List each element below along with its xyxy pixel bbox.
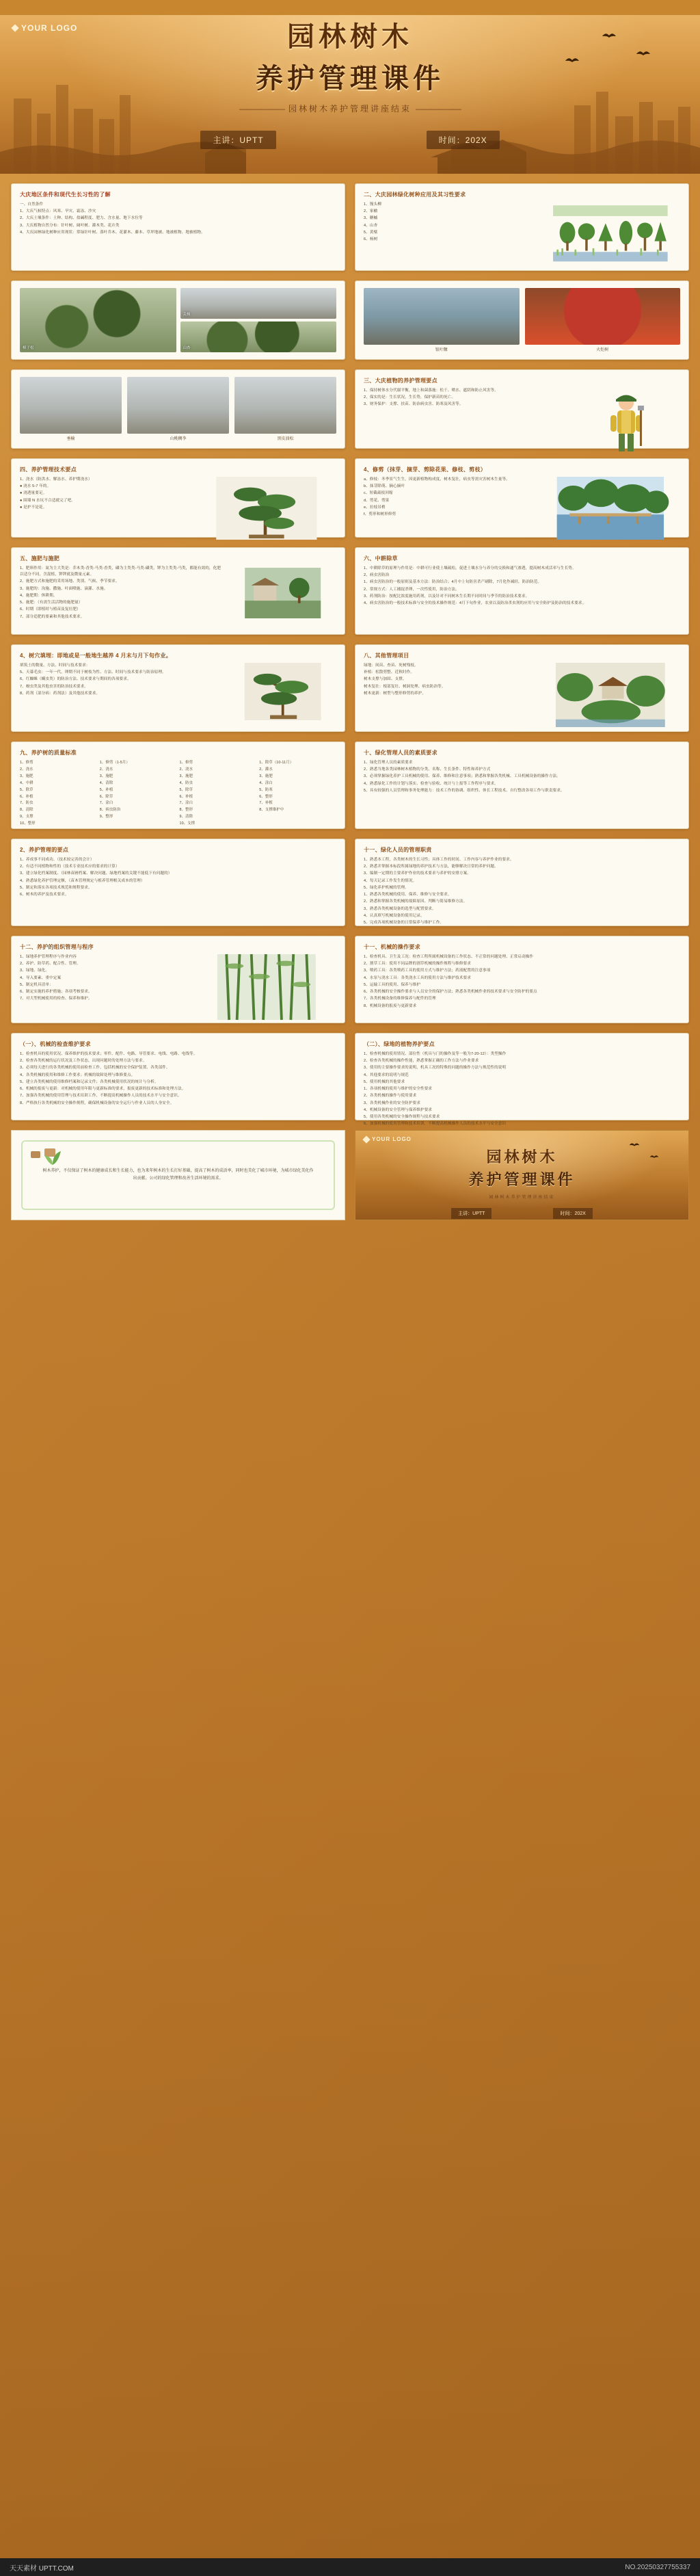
footer-site-name: 天天素材 UPTT.COM [10,2564,74,2573]
photo [20,377,122,434]
bullet: 2、养护、防草药、配合性、管理。 [20,962,81,967]
bullet: 4、每天记录工作发生的情况。 [364,878,417,883]
bullet: 3、施肥 [99,774,113,778]
photo [525,288,681,345]
bullet: 10、支撑 [179,822,196,826]
tree-row-illustration [541,202,680,267]
bullet: 填筑土的数量、方法、时间与技术要求： [20,663,90,668]
bullet: 6、各类机械的安全操作要求与人员安全的保护方法；熟悉各类机械作业的技术要求与安全防护的要点 [364,990,537,995]
end-cover-title-line-1: 园林树木 [486,1148,558,1166]
slide-thumbnail[interactable] [355,280,689,360]
bullet: 1、熟悉各类机械的使用、保养、维修与安全要求。 [364,893,452,897]
slide-title: 4、修剪（抹芽、摘芽、剪除花果、修枝、剪枝） [364,466,487,473]
bullet: 6、补植 [20,794,33,799]
slide-thumbnail[interactable] [355,458,689,538]
bullet: 3、大庆植物自然分布：针叶树、阔叶树、灌木类、花卉类 [20,223,120,228]
bullet: 一、自然条件 [20,202,44,207]
bullet: 3、各类机械作业的安全防护要求 [364,1101,420,1105]
bullet: 6、制定实施的养护措施；各项考核要求。 [20,990,92,995]
garden-pavilion-photo [541,663,680,727]
photo-caption: 樟子松 [23,346,34,350]
quality-standard-columns [20,760,336,828]
column-1 [20,760,97,828]
bullet: 绿地：间苗、查苗、死树残枝。 [364,663,418,668]
bullet: 4、防虫 [179,780,193,785]
cover-title-line-1: 园林树木 [287,22,413,52]
bullet: 3、建立绿化档案制度、（园林苗圃档案、解决问题、绿地档案的关键不能低下有问题的） [20,871,172,876]
bullet: 3、必须掌握绿化养护工具机械的使用、保养、维修和注意事项；熟悉和掌握各类机械、工具机械设备的操作方法。 [364,774,561,779]
bullet: 4、认真填写机械设备的使用记录。 [364,913,425,918]
bullet: 1、馒头柳 [364,202,381,207]
slide-bullet-list [364,202,535,243]
closing-message-text: 树木养护，不仅保证了树木的健康成长和生长能力，也为来年树木的生长打好基础，提高了树木的成活率，同时也美化了城市环境，为城市绿化美化作出贡献。公司的绿化管理和改善生活环境的需求。 [42,1168,314,1181]
slide-bullet-list [364,388,567,408]
bullet: 8、病虫防治 [99,808,121,813]
slide-bullet-list [20,954,191,1003]
bullet: 4、熟悉绿化养护管理定额，（苗木管理规定与植养管理相关成本的管理） [20,878,145,883]
slide-title: 十二、养护的组织管理与程序 [20,944,94,950]
bullet: 6、整形 [259,794,273,799]
bullet: 4、熟悉绿化工作的计划与落实、检查与验收、统计与上报等工作程序与要求。 [364,781,498,786]
bullet: 3、使用的主要操作要求的说明，机具工况的特殊的问题的操作方法与规范性的说明 [364,1066,507,1070]
pine-bonsai-photo [197,477,336,540]
bullet: 补植：松散剪整、近秋时作。 [364,670,415,675]
slide-thumbnail[interactable] [11,547,345,635]
bullet: 3、施肥的：沟施、撒施、叶面喷施、滴灌、水施。 [20,586,108,591]
bullet: 1、中耕除草的原理与作用是：中耕可行业使土壤疏松，促进土壤水分与养分的交换和通气渗透，提高树木成活率与生长势。 [364,566,576,570]
bullet: 4、山杏 [364,223,378,228]
photo [364,288,520,345]
bullet: 4、涂白 [259,780,273,785]
cover-title-line-2: 养护管理课件 [256,64,444,94]
slide-bullet-list [364,857,680,926]
slide-bullet-list [364,760,680,794]
bamboo-photo [197,954,336,1020]
slide-title: 四、养护管理技术要点 [20,466,77,473]
bullet: 2、浇水 [179,767,193,772]
bullet: 2、大庆土壤条件：土种、结构、盐碱程度、肥力、含水量、地下水位等 [20,216,143,221]
bullet: 1、修剪（1-5月） [99,761,130,765]
bullet: 5、使用机械的其他要求 [364,1079,405,1084]
bullet: 5、绿化养护机械的管理。 [364,885,409,890]
bullet: 7、涂白 [179,801,193,806]
slide-bullet-list [364,1051,680,1127]
bullet: 8、支撑维护中 [259,808,284,813]
bullet: 10、整形 [20,822,36,826]
bullet: 5、运输工具的使用、保养与维护 [364,982,420,987]
bullet: 3、熟悉各类机械设备的选型与配置要求。 [364,906,436,911]
bullet: 7、加强各类机械的使用管理与技术培训工作，不断提高机械操作人员的技术水平与安全意识。 [20,1094,182,1099]
bullet: 5、天幕毛虫：一年一代，卵期不同于树枝为性、方法、时间与技术要求与防治原理。 [20,670,166,675]
bullet: 5、除草 [20,787,33,792]
slide-title: 五、施肥与施肥 [20,555,60,562]
bullet: b、抹芽除萌、摘心摘叶 [364,484,405,489]
bullet: 9、清除 [179,815,193,819]
bullet: 2、浇水 [20,767,33,772]
bullet: 2、灌水 [259,767,273,772]
bullet: 4、清除 [99,780,113,785]
bullet: 树木更新：树型与整形修剪的养护。 [364,691,427,696]
bullet: 6、红蜘蛛（螨虫类）的防治方法、技术要求与期间的各项要求。 [20,677,131,682]
bullet: 2、病虫害防治 [364,573,390,578]
bullet: ● 浇透量要足。 [20,491,47,496]
slide-thumbnail[interactable] [355,644,689,732]
slide-thumbnail[interactable] [11,741,345,829]
bullet: ● 围墙 N 水坑不合适就完了吧。 [20,498,75,503]
cover-time: 时间：202X [427,131,500,149]
photo [180,321,337,352]
bullet: 7、防虫 [20,801,33,806]
slide-thumbnail[interactable] [355,741,689,829]
bullet: 7、各类机械设备的维修保养与配件的管理 [364,997,436,1001]
bullet: 4、中耕 [20,780,33,785]
bullet: 1、绿地养护管理程序与作业内容 [20,955,77,959]
slide-thumbnail[interactable] [355,547,689,635]
slide-grid [0,174,700,1220]
bullet: 树木复壮：根部复壮、树洞处理、病虫防治等。 [364,684,446,689]
slide-title: 十一、绿化人员的管理职责 [364,847,432,853]
photo-caption: 黑皮油松 [277,437,294,441]
slide-title: 二、大庆园林绿化树种应用及其习性要求 [364,192,466,198]
bullet: 4、其他要求的说明与规范 [364,1073,409,1077]
cover-slide [0,15,700,174]
seedling-icon [24,1142,65,1169]
bullet: 3、施肥 [259,774,273,778]
bullet: 3、必须每天进行的各类机械的使用前检查工作，包括机械的安全保护装置、各类部件。 [20,1066,170,1070]
bullet: 2、家榆 [364,209,378,214]
bullet: 3、施肥 [20,774,33,778]
slide-thumbnail[interactable] [11,183,345,271]
bullet: 2、检查各类机械的操作性能，熟悉掌握正确的工作方法与作业要求 [364,1059,479,1064]
slide-bullet-list [20,202,336,236]
bullet: f、剪形和树形修剪 [364,512,396,517]
bullet: 1、检查机具的使用状况、保养维护的技术要求；零件、配件、电路、导管要求、电线、电路、电线等。 [20,1052,198,1056]
bullet: 1、检查机具、卫生及工况：检查工程所属机械设备的工作状态、不正常的问题处理、正常启动操作 [364,955,534,959]
cover-subtitle: 园林树木养护管理讲座结束 [288,104,412,114]
bullet: ● 是护不是花。 [20,505,47,510]
bullet: 1、各项机械的使用与维护的安全性要求 [364,1087,433,1092]
bullet: 1、病虫害防治的一般原则及基本方法：防治结合；4月中上旬防害杀产刷除，7月化作减轻，防治防范。 [364,580,542,585]
slide-thumbnail[interactable] [11,369,345,449]
slide-thumbnail[interactable] [11,1033,345,1120]
bullet: 1、肥料作用：氮为主大类是：乔木类-香类-马类-香类，磷为主类类-马类-磷类，钾为主类类-马类，都能有效的，化肥以适分不同，含混植，钾钾就及微量元素。 [20,566,221,577]
slide-thumbnail[interactable] [11,644,345,732]
column-2 [100,760,177,828]
end-cover-slide[interactable] [355,1130,689,1220]
column-3 [180,760,257,828]
bullet: 5、建立各类机械的使用维修档案和记录文件；各类机械使用状况的统计与分析。 [20,1079,159,1084]
bullet: 6、杨树 [364,237,378,242]
bullet: 4、各类机械的使用和维修工作要求；机械的故障处理与维修要点。 [20,1073,135,1077]
bullet: 2、施肥方式和施肥的采用场地、类别、气候、季节要求。 [20,579,120,584]
bullet: 2、浇水 [99,767,113,772]
slide-bullet-list [364,477,535,518]
bullet: 1、修剪 [20,761,33,765]
bullet: 6、树木的养护及技术要求。 [20,893,69,897]
bullet: 3、绿地、绿化。 [20,969,50,973]
photo-caption: 火炬树 [596,348,609,352]
bullet: 4、施肥期：休耕期。 [20,593,57,598]
bullet: 2、检查各类机械的运行状况及工作状态，出现问题时的处理方法与要求。 [20,1059,147,1064]
slide-title: （二）、绿地的植物养护要点 [364,1041,435,1047]
slide-thumbnail[interactable] [11,458,345,538]
park-photo [229,566,336,621]
photo [180,288,337,319]
column-4 [259,760,336,828]
bullet: 7、蚜虫类及其他虫害的防治技术要求。 [20,684,89,689]
bullet: 2、保实的是：生长状况，生长势，保护新苗的死亡。 [364,395,456,400]
bullet: 1、浇水（防洪水、解冻水、养护期浇水） [20,477,92,482]
bullet: 5、黄檗 [364,230,378,235]
bullet: 树木支撑与加固、支撑。 [364,677,407,682]
bullet: 1、熟悉本工程，各类树木的生长习性；具体工作的时间、工作内容与养护作业的要求。 [364,858,514,862]
slide-bullet-list [364,663,535,697]
bullet: 2、熟悉当地各类园林树木植物的分类、名称、生长条件、特性和养护方式 [364,767,491,772]
bullet: 1、大庆气候特点：风寒、旱灾、霜冻、沙灾 [20,209,96,214]
slide-thumbnail[interactable] [355,369,689,449]
bullet: c、短截疏枝回缩 [364,491,393,496]
slide-title: 八、其他管理项目 [364,653,409,659]
bullet: a、修枝：冬季景气生生，因更新植物构成度，树木复壮，病虫等需灾害树木生量等。 [364,477,510,482]
end-cover-speaker: 主讲：UPTT [451,1208,492,1219]
slide-bullet-list [20,663,224,697]
photo-caption: 垂榆 [66,437,75,441]
end-cover-title-line-2: 养护管理课件 [468,1171,576,1188]
bullet: 7、涂白 [99,801,113,806]
bullet: 1、绿化管理人员的素质要求 [364,761,413,765]
slide-title: （一）、机械的检查维护要求 [20,1041,91,1047]
bullet: 5、完成各项机械设备的日常保养与维护工作。 [364,920,444,925]
bullet: 3、财务保护：支撑、扶苗、防治病虫害、防寒及风害等。 [364,402,463,407]
photo [20,288,176,352]
end-cover-subtitle: 园林树木养护管理讲座结束 [489,1196,555,1200]
bullet: 8、清除 [20,808,33,813]
bullet: 5、使用各类机械的安全操作规程与技术要求 [364,1114,440,1119]
bullet: 1、修剪 [179,761,193,765]
bullet: 9、支撑 [20,815,33,819]
bullet: 2、熟悉并掌握本标段所属绿地的养护技术与方法，能够解决日常的养护问题。 [364,865,498,869]
slide-thumbnail[interactable] [11,839,345,926]
slide-title: 三、大庆植物的养护管理要点 [364,378,438,384]
bullet: 3、喷药工具：各类喷药工具的使用方式与维护方法；药液配置的注意事项 [364,969,491,973]
bullet: 4、大庆园林绿化树种应用现状：常绿针叶树、落叶乔木、花灌木、藤本、草坪地被、地被植物、地被植物。 [20,230,205,235]
bullet: 2、熟悉和掌握各类机械的故障原因、判断与简易维修方法。 [364,899,468,904]
slide-bullet-list [364,954,680,1010]
slide-title: 十一、机械的操作要求 [364,944,420,950]
bullet: 2、割草工具：使用不同品牌的割草机械的操作规程与维修要求 [364,962,471,967]
bullet: 7、部分追肥的要素和其他技术要求。 [20,614,85,619]
slide-bullet-list [20,566,224,620]
end-cover-time: 时间：202X [553,1208,592,1219]
slide-title: 九、养护树的质量标准 [20,750,77,756]
bullet: 3、施肥 [179,774,193,778]
bullet: 1、保持树体水分代谢平衡，地上和菌落施：松干、喷水、遮阴和防止风害等。 [364,389,498,393]
bullet: 7、补植 [259,801,273,806]
slide-bullet-list [20,857,336,898]
footer-asset-number: NO.20250327755337 [625,2563,690,2571]
slide-title: 六、中耕除草 [364,555,398,562]
end-cover-logo-text: YOUR LOGO [372,1136,412,1142]
bonsai-photo [229,663,336,720]
swallow-icon [629,1142,640,1148]
bullet: 6、除草 [99,794,113,799]
bullet: 6、补植 [179,794,193,799]
slide-title: 大庆地区条件和现代生长习性的了解 [20,192,111,198]
slide-thumbnail[interactable] [11,936,345,1023]
bullet: 8、机械设备的报废与更新要求 [364,1003,417,1008]
diamond-icon [362,1135,370,1143]
slide-title: 2、养护管理的要点 [20,847,69,853]
slide-thumbnail[interactable] [355,936,689,1023]
cover-speaker: 主讲：UPTT [200,131,275,149]
slide-bullet-list [20,1051,336,1107]
bullet: 4、病虫害防治的一般技术标准与安全的技术操作规范：4月下旬作业，农业以及防治杀虫剂的应用与安全防护及防治的技术要求。 [364,601,587,606]
bullet: d、剪花、剪果 [364,498,390,503]
bullet: 2、各类机械的操作与使用要求 [364,1094,417,1099]
bullet: e、拉枝吊梢 [364,505,386,510]
bullet: 8、严格执行各类机械的安全操作规程，确保机械设备的安全运行与作业人员的人身安全。 [20,1101,174,1105]
photo-group [364,288,680,352]
closing-message-slide[interactable] [11,1130,345,1220]
bullet: 1、除草（10-11月） [259,761,294,765]
bullet: 6、机械的报废与更新：对机械的使用年限与更新标准的要求，报废更新的技术标准和处理方法。 [20,1087,186,1092]
photo-group [20,377,336,441]
bullet: 3、药剂防治：按配比浓度施用药剂，以及针对不同树木生长期不同时间与季节的防治技术要求。 [364,594,530,599]
bullet: 1、养成事不同成功、（技术较完善的会计） [20,858,94,862]
photo-caption: 关杨 [183,313,191,317]
bullet: 5、除草 [179,787,193,792]
gardener-illustration [573,388,680,456]
bullet: 4、导入要素、重中定案 [20,975,62,980]
photo-group [20,288,336,352]
slide-thumbnail[interactable] [11,280,345,360]
bullet: 6、加强机械的使用管理和技术培训，不断提高机械操作人员的技术水平与安全意识 [364,1122,507,1127]
bullet: 5、制定机具清单： [20,982,53,987]
bullet: 5、施肥：（有需生活活物的施肥量） [20,601,83,605]
bullet: 8、整形 [179,808,193,813]
bullet: 3、编制一定期的主要养护作业的技术要求与养护的安排方案。 [364,871,471,876]
bullet: 4、水泵与浇水工具：各类浇水工具的使用方法与维护技术要求 [364,975,471,980]
slide-thumbnail[interactable] [355,183,689,271]
slide-thumbnail[interactable] [355,1033,689,1127]
photo [127,377,229,434]
bullet: 6、时期（即植时与植苗及复壮肥） [20,607,81,612]
photo [234,377,336,434]
bullet: 3、糖槭 [364,216,378,221]
bullet: 9、整形 [99,815,113,819]
slide-bullet-list [20,477,191,511]
photo-caption: 山桃稠李 [170,437,187,441]
slide-title: 十、绿化管理人员的素质要求 [364,750,438,756]
cover-logo-text: YOUR LOGO [21,23,78,33]
photo-caption: 山杏 [183,346,191,350]
bullet: 2、有适不同植物和性的（技术专业技术应的要求的计算） [20,865,120,869]
bullet: 5、制定和落实各项技术规范和规程要求。 [20,885,92,890]
bullet: 5、防寒 [259,787,273,792]
presentation-preview-page [0,15,700,2576]
bullet: 5、具有较强的人员管理和事务处理能力：技术工作的协调、组织性、体长工程技术、自行整改各项工作与职责要求。 [364,788,565,793]
bullet: 1、检查机械的使用情况、部位性（机具与门的操作及等一般为7-20-12）：类型操作 [364,1052,507,1056]
slide-title: 4、树穴填埋：即地或是一般地生越养 4 月末与月下旬作业。 [20,653,172,659]
swallow-icon [649,1154,659,1159]
slide-thumbnail[interactable] [355,839,689,926]
photo-caption: 银叶糠 [435,348,448,352]
footer-bar [0,2558,700,2576]
bullet: 5、补植 [99,787,113,792]
garden-water-scene-photo [541,477,680,540]
bullet: 2、常规方式：人工捕捉杀卵，一次性使用，防治方法。 [364,587,459,592]
bullet: ● 浇水 5-7 年的。 [20,484,51,489]
bullet: 4、机械设备的安全管理与保养维护要求 [364,1107,433,1112]
bullet: 7、对大型机械使用的检查、保养和维护。 [20,997,92,1001]
slide-bullet-list [364,566,680,607]
end-cover-logo [364,1136,412,1142]
bullet: 8、药剂（部分病：药剂法）及其他技术要求。 [20,691,100,696]
